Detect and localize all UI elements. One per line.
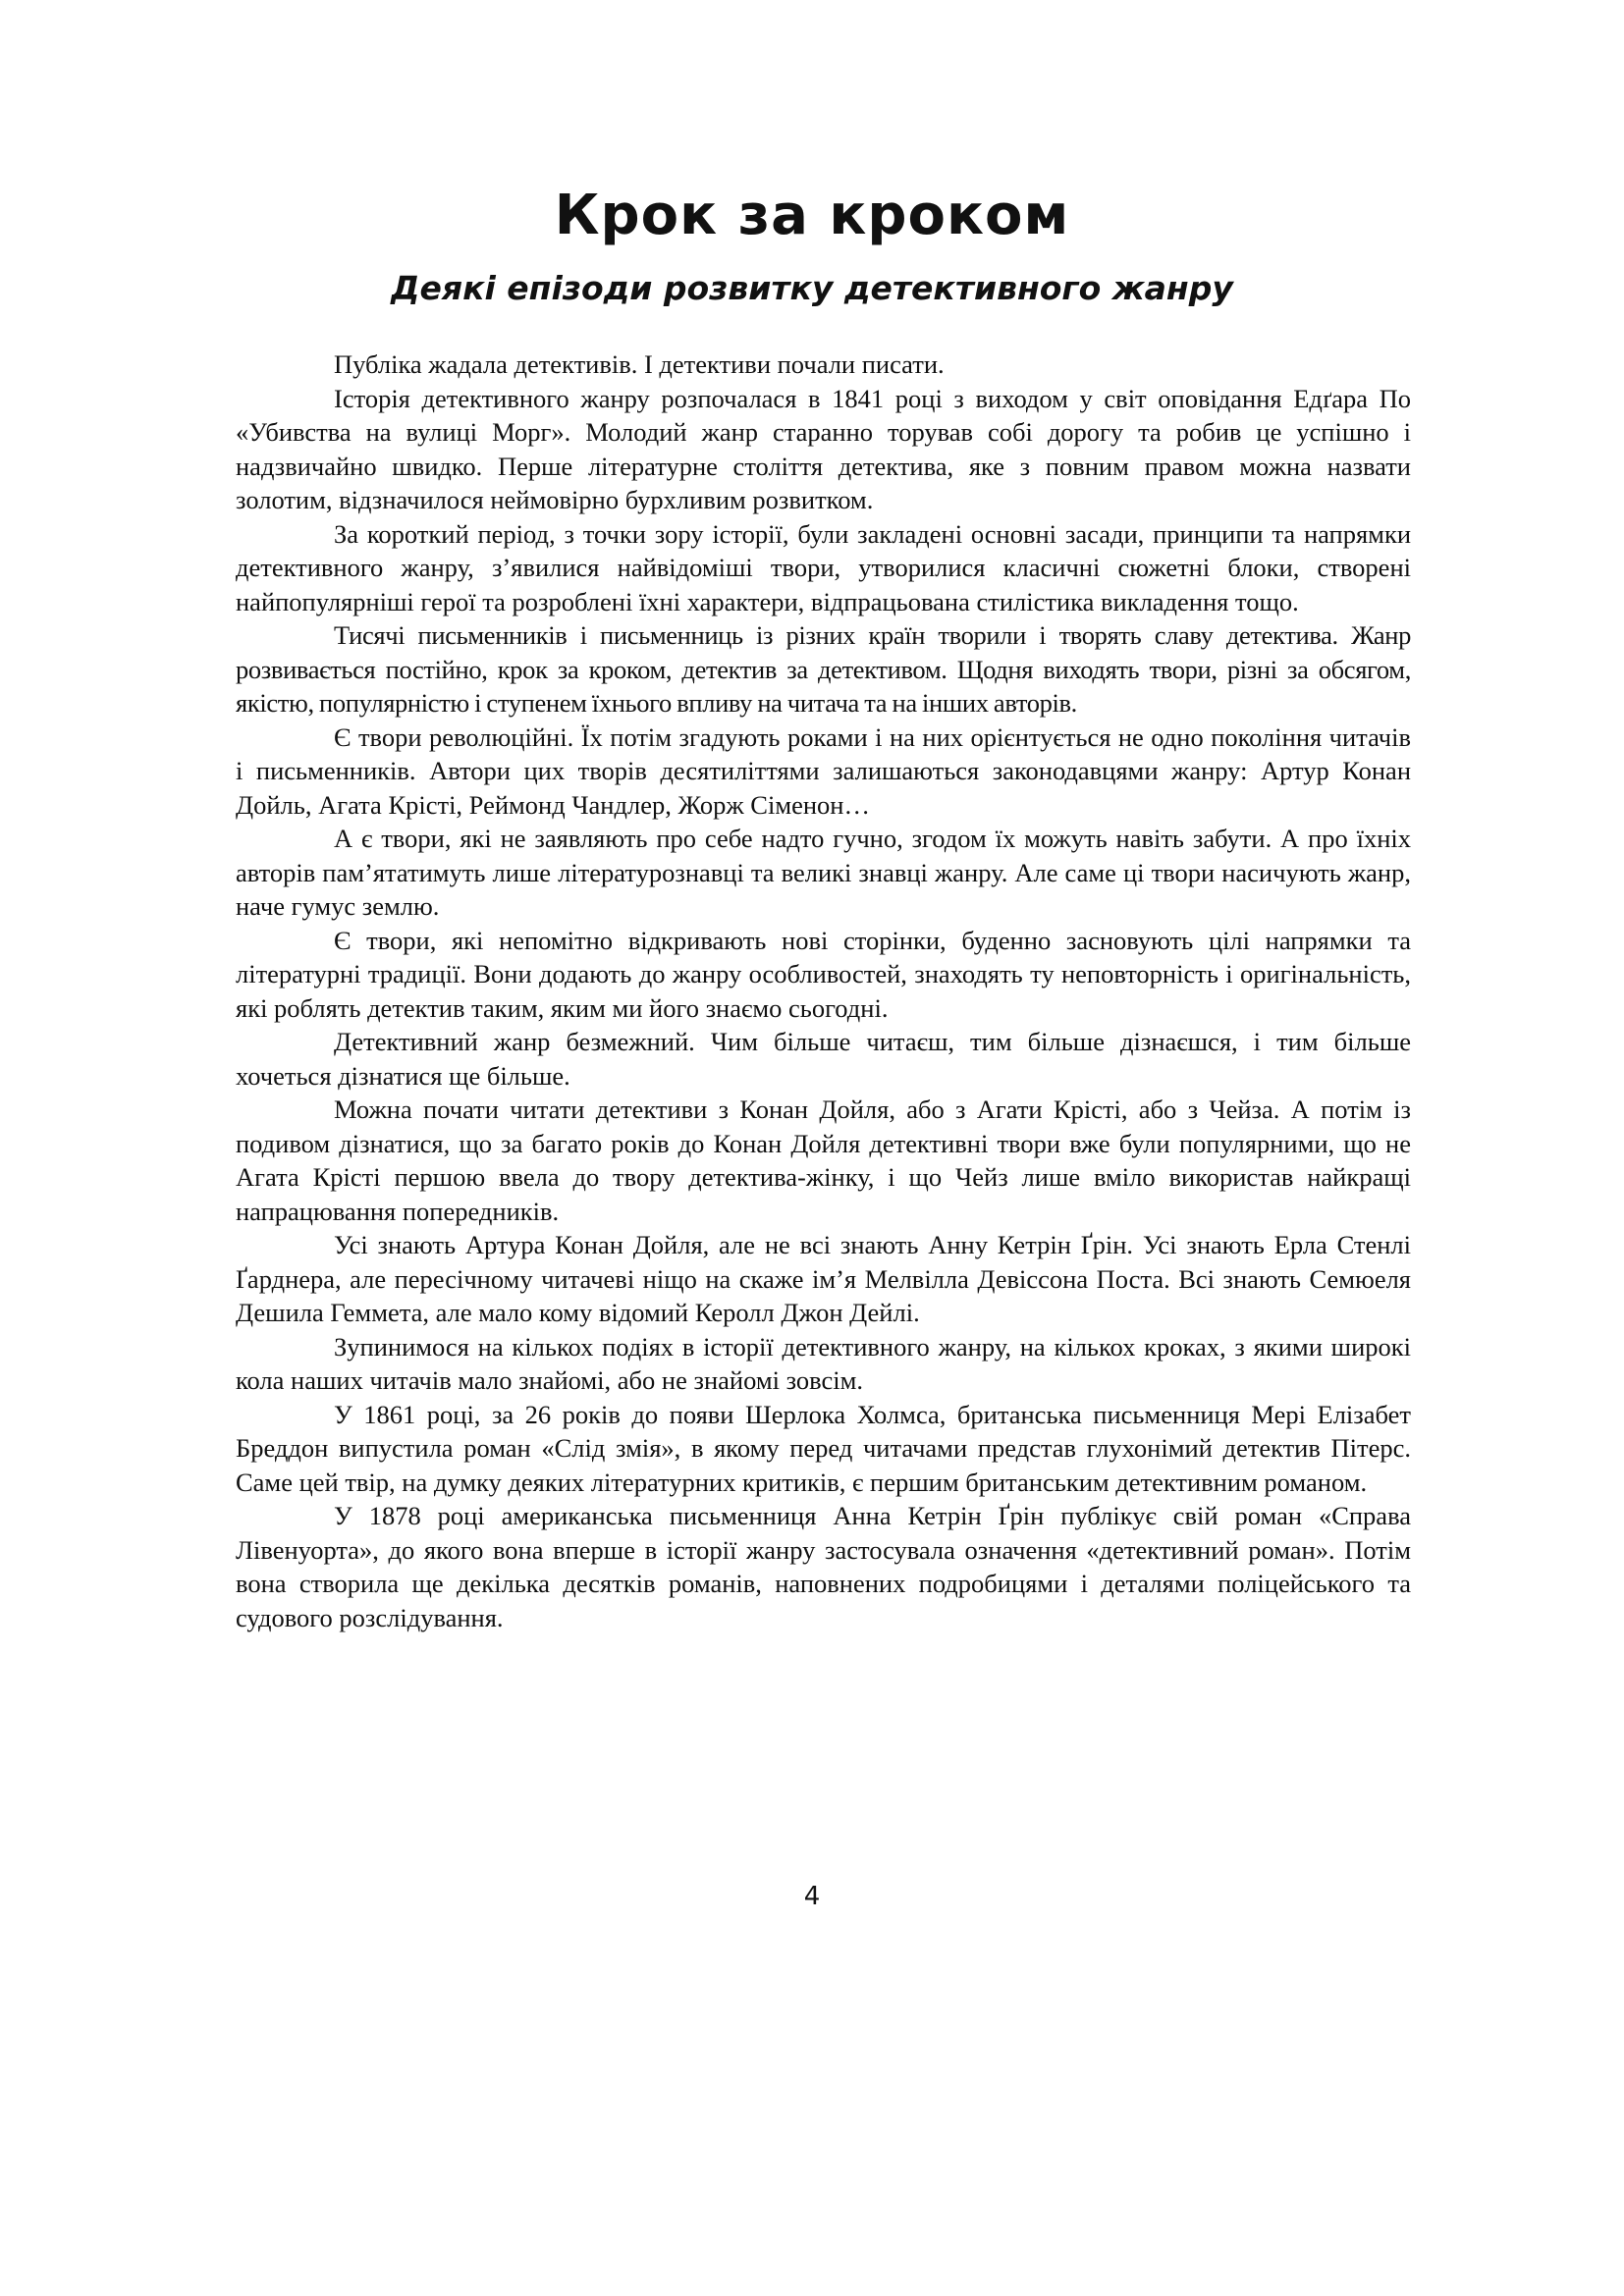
paragraph-13: У 1878 році американська письменниця Анна Кетрін Ґрін публікує свій роман «Справа Лівенуорта», до якого вона вперше в історії жанру застосувала означення «детективний роман». Потім вона створила ще декілька десятків романів, наповнених подробицями і деталями поліцейського та судового розслідування. bbox=[236, 1501, 1411, 1632]
paragraph-12: У 1861 році, за 26 років до появи Шерлока Холмса, британська письменниця Мері Елізабет Бреддон випустила роман «Слід змія», в якому перед читачами представ глухонімий детектив Пітерс. Саме цей твір, на думку деяких літературних критиків, є першим британським детективним романом. bbox=[236, 1399, 1411, 1497]
page-subtitle: Деякі епізоди розвитку детективного жанру bbox=[391, 269, 1233, 307]
paragraph-3: За короткий період, з точки зору історії, були закладені основні засади, принципи та напрямки детективного жанру, з’явилися найвідоміші твори, утворилися класичні сюжетні блоки, створені найпопулярніші герої та розроблені їхні характери, відпрацьована стилістика викладення тощо. bbox=[236, 518, 1411, 616]
paragraph-2: Історія детективного жанру розпочалася в 1841 році з виходом у світ оповідання Едґара По «Убивства на вулиці Морг». Молодий жанр старанно торував собі дорогу та робив це успішно і надзвичайно швидко. Перше літературне століття детектива, яке з повним правом можна назвати золотим, відзначилося неймовірно бурхливим розвитком. bbox=[236, 383, 1411, 514]
paragraph-7: Є твори, які непомітно відкривають нові сторінки, буденно засновують цілі напрямки та літературні традиції. Вони додають до жанру особливостей, знаходять ту неповторність і оригінальність, які роблять детектив таким, яким ми його знаємо сьогодні. bbox=[236, 925, 1411, 1023]
paragraph-10: Усі знають Артура Конан Дойля, але не всі знають Анну Кетрін Ґрін. Усі знають Ерла Стенлі Ґарднера, але пересічному читачеві ніщо на скаже ім’я Мелвілла Девіссона Поста. Всі знають Семюеля Дешила Геммета, але мало кому відомий Керолл Джон Дейлі. bbox=[236, 1230, 1411, 1327]
paragraph-5: Є твори революційні. Їх потім згадують роками і на них орієнтується не одно покоління читачів і письменників. Автори цих творів десятиліттями залишаються законодавцями жанру: Артур Конан Дойль, Агата Крісті, Реймонд Чандлер, Жорж Сіменон… bbox=[236, 721, 1411, 820]
paragraph-11: Зупинимося на кількох подіях в історії детективного жанру, на кількох кроках, з якими широкі кола наших читачів мало знайомі, або не знайомі зовсім. bbox=[236, 1331, 1411, 1395]
page-title: Крок за кроком bbox=[554, 184, 1070, 247]
article-body bbox=[236, 347, 1411, 1634]
paragraph-4: Тисячі письменників і письменниць із різних країн творили і творять славу детектива. Жанр розвивається постійно, крок за кроком, детектив за детективом. Щодня виходять твори, різні за обсягом, якістю, популярністю і ступенем їхнього впливу на читача та на інших авторів. bbox=[236, 620, 1411, 718]
paragraph-1: Публіка жадала детективів. І детективи почали писати. bbox=[334, 349, 945, 379]
paragraph-9: Можна почати читати детективи з Конан Дойля, або з Агати Крісті, або з Чейза. А потім із подивом дізнатися, що за багато років до Конан Дойля детективні твори вже були популярними, що не Агата Крісті першою ввела до твору детектива-жінку, і що Чейз лише вміло використав найкращі напрацювання попередників. bbox=[236, 1095, 1411, 1226]
paragraph-8: Детективний жанр безмежний. Чим більше читаєш, тим більше дізнаєшся, і тим більше хочеться дізнатися ще більше. bbox=[236, 1027, 1411, 1091]
page-number: 4 bbox=[803, 1882, 821, 1911]
paragraph-6: А є твори, які не заявляють про себе надто гучно, згодом їх можуть навіть забути. А про їхніх авторів пам’ятатимуть лише літературознавці та великі знавці жанру. Але саме ці твори насичують жанр, наче гумус землю. bbox=[236, 824, 1411, 921]
